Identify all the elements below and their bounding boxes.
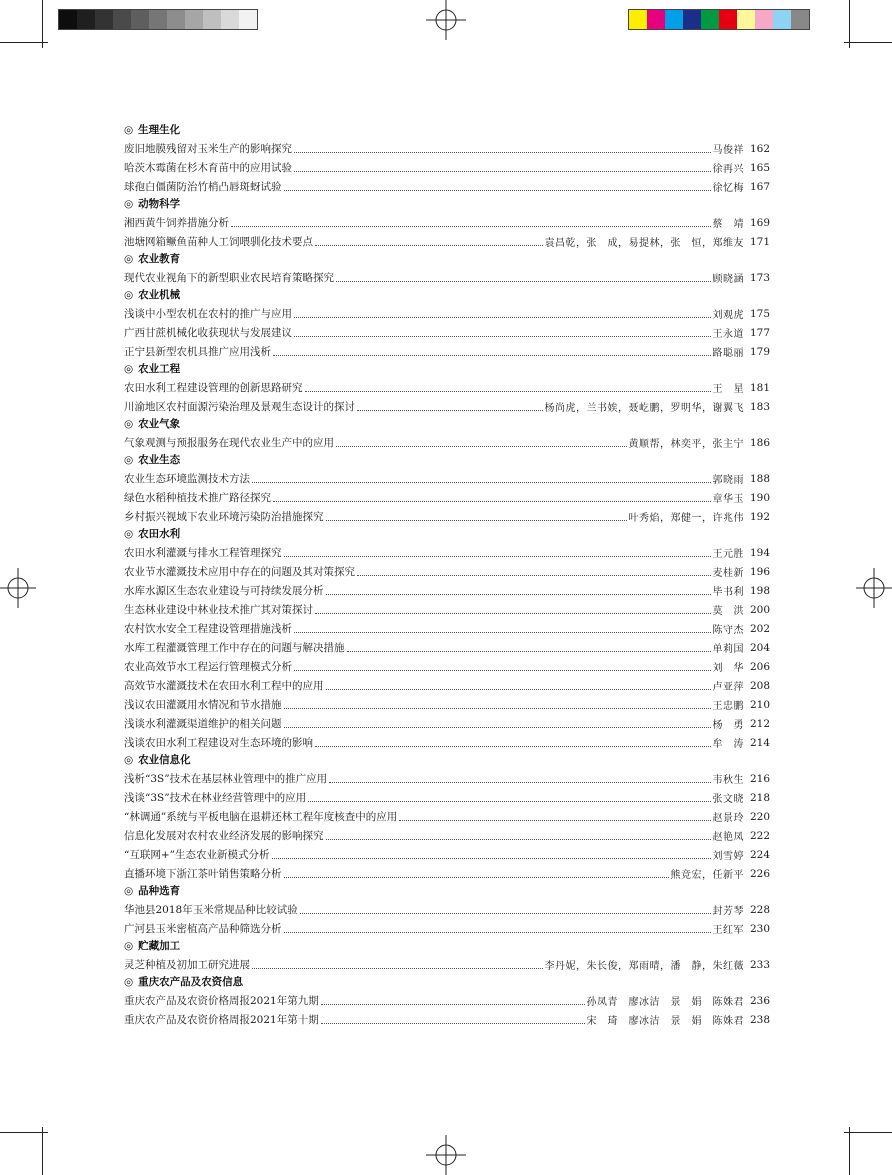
entry-author: 杨尚虎，兰书娭，聂屹鹏，罗明华，谢翼飞 xyxy=(544,403,744,414)
entry-page-number: 210 xyxy=(749,698,770,711)
crop-mark xyxy=(42,0,43,48)
section-title: 农业气象 xyxy=(138,418,181,430)
dot-leader xyxy=(326,838,711,840)
entry-title: 高效节水灌溉技术在农田水利工程中的应用 xyxy=(124,680,324,692)
entry-title: 湘西黄牛饲养措施分析 xyxy=(124,217,229,229)
entry-title: 信息化发展对农村农业经济发展的影响探究 xyxy=(124,830,324,842)
entry-author: 刘观虎 xyxy=(712,310,744,321)
entry-author: 赵艳凤 xyxy=(712,832,744,843)
entry-page-number: 194 xyxy=(749,546,770,559)
entry-author: 蔡 靖 xyxy=(712,219,744,230)
entry-title: 浅谈中小型农机在农村的推广与应用 xyxy=(124,308,292,320)
entry-page-number: 196 xyxy=(749,565,770,578)
entry-title: 池塘网箱鳜鱼苗种人工饲喂驯化技术要点 xyxy=(124,236,313,248)
color-swatch xyxy=(629,10,647,29)
dot-leader xyxy=(357,409,543,411)
entry-title: 水库水源区生态农业建设与可持续发展分析 xyxy=(124,585,324,597)
dot-leader xyxy=(284,931,711,933)
gray-swatch xyxy=(167,10,185,29)
dot-leader xyxy=(294,151,711,153)
toc-entry[interactable] xyxy=(124,769,770,788)
entry-author: 黄顺帮，林奕平，张主宁 xyxy=(628,439,744,450)
crop-mark xyxy=(849,0,850,48)
toc-entry[interactable] xyxy=(124,304,770,323)
entry-author: 路聪丽 xyxy=(712,348,744,359)
entry-author: 马俊祥 xyxy=(712,145,744,156)
crop-mark xyxy=(42,1127,43,1175)
section-bullet-icon: ◎ xyxy=(124,363,134,375)
toc-entry[interactable] xyxy=(124,600,770,619)
section-title: 农业工程 xyxy=(138,363,181,375)
gray-swatch xyxy=(59,10,77,29)
gray-swatch xyxy=(77,10,95,29)
entry-author: 刘雪婷 xyxy=(712,851,744,862)
crop-mark xyxy=(849,1127,850,1175)
section-heading xyxy=(124,361,770,378)
toc-entry[interactable] xyxy=(124,619,770,638)
entry-page-number: 200 xyxy=(749,603,770,616)
entry-page-number: 222 xyxy=(749,829,770,842)
dot-leader xyxy=(326,688,711,690)
section-title: 生理生化 xyxy=(138,124,181,136)
section-title: 重庆农产品及农资信息 xyxy=(138,976,244,988)
entry-author: 王 星 xyxy=(712,384,744,395)
entry-author: 徐忆梅 xyxy=(712,183,744,194)
entry-page-number: 169 xyxy=(749,216,770,229)
entry-page-number: 171 xyxy=(749,235,770,248)
dot-leader xyxy=(284,876,669,878)
toc-entry[interactable] xyxy=(124,232,770,251)
entry-title: 现代农业视角下的新型职业农民培育策略探究 xyxy=(124,272,334,284)
entry-title: 直播环境下浙江茶叶销售策略分析 xyxy=(124,868,282,880)
entry-page-number: 226 xyxy=(749,867,770,880)
dot-leader xyxy=(336,280,711,282)
dot-leader xyxy=(294,631,711,633)
toc-entry[interactable] xyxy=(124,323,770,342)
entry-title: 浅谈“3S”技术在林业经营管理中的应用 xyxy=(124,792,307,804)
toc-entry[interactable] xyxy=(124,788,770,807)
dot-leader xyxy=(321,1003,585,1005)
toc-entry[interactable] xyxy=(124,488,770,507)
entry-title: 浅谈农田水利工程建设对生态环境的影响 xyxy=(124,737,313,749)
color-swatch xyxy=(647,10,665,29)
registration-mark-icon xyxy=(426,1135,466,1175)
registration-mark-icon xyxy=(856,568,892,608)
section-bullet-icon: ◎ xyxy=(124,940,134,952)
entry-author: 牟 涛 xyxy=(712,739,744,750)
toc-entry[interactable] xyxy=(124,397,770,416)
entry-author: 毕书利 xyxy=(712,587,744,598)
entry-author: 熊竞宏，任新平 xyxy=(670,870,744,881)
entry-page-number: 181 xyxy=(749,381,770,394)
section-heading xyxy=(124,526,770,543)
color-swatch xyxy=(701,10,719,29)
gray-swatch xyxy=(221,10,239,29)
toc-entry[interactable] xyxy=(124,807,770,826)
process-color-bar xyxy=(628,9,810,30)
entry-author: 韦秋生 xyxy=(712,775,744,786)
section-bullet-icon: ◎ xyxy=(124,124,134,136)
entry-page-number: 233 xyxy=(749,958,770,971)
dot-leader xyxy=(326,519,627,521)
color-swatch xyxy=(683,10,701,29)
entry-title: 浅谈水利灌溉渠道维护的相关问题 xyxy=(124,718,282,730)
dot-leader xyxy=(284,555,711,557)
section-title: 贮藏加工 xyxy=(138,940,181,952)
entry-title: 重庆农产品及农资价格周报2021年第十期 xyxy=(124,1014,319,1026)
entry-page-number: 175 xyxy=(749,307,770,320)
entry-page-number: 188 xyxy=(749,472,770,485)
section-bullet-icon: ◎ xyxy=(124,253,134,265)
entry-author: 刘 华 xyxy=(712,663,744,674)
entry-title: 浅析“3S”技术在基层林业管理中的推广应用 xyxy=(124,773,328,785)
dot-leader xyxy=(347,650,711,652)
dot-leader xyxy=(252,967,543,969)
entry-title: 浅议农田灌溉用水情况和节水措施 xyxy=(124,699,282,711)
section-title: 品种选育 xyxy=(138,885,181,897)
section-bullet-icon: ◎ xyxy=(124,454,134,466)
section-heading xyxy=(124,752,770,769)
entry-author: 孙凤青 廖冰洁 景 娟 陈姝君 xyxy=(586,997,744,1008)
gray-swatch xyxy=(185,10,203,29)
entry-page-number: 206 xyxy=(749,660,770,673)
toc-entry[interactable] xyxy=(124,433,770,452)
gray-swatch xyxy=(113,10,131,29)
dot-leader xyxy=(300,912,711,914)
entry-title: “林调通”系统与平板电脑在退耕还林工程年度核查中的应用 xyxy=(124,811,398,823)
dot-leader xyxy=(336,445,627,447)
entry-author: 郭晓雨 xyxy=(712,475,744,486)
entry-author: 王红军 xyxy=(712,925,744,936)
entry-page-number: 218 xyxy=(749,791,770,804)
dot-leader xyxy=(273,354,711,356)
entry-author: 卢亚萍 xyxy=(712,682,744,693)
section-title: 动物科学 xyxy=(138,198,181,210)
entry-title: 乡村振兴视域下农业环境污染防治措施探究 xyxy=(124,511,324,523)
entry-title: 广河县玉米密植高产品种筛选分析 xyxy=(124,923,282,935)
dot-leader xyxy=(326,593,711,595)
entry-title: 农村饮水安全工程建设管理措施浅析 xyxy=(124,623,292,635)
toc-entry[interactable] xyxy=(124,268,770,287)
entry-author: 莫 洪 xyxy=(712,606,744,617)
entry-author: 张文晓 xyxy=(712,794,744,805)
entry-page-number: 186 xyxy=(749,436,770,449)
entry-page-number: 220 xyxy=(749,810,770,823)
dot-leader xyxy=(284,707,711,709)
registration-mark-icon xyxy=(0,568,36,608)
toc-entry[interactable] xyxy=(124,900,770,919)
entry-page-number: 238 xyxy=(749,1013,770,1026)
dot-leader xyxy=(305,390,711,392)
section-heading xyxy=(124,883,770,900)
entry-author: 王元胜 xyxy=(712,549,744,560)
gray-swatch xyxy=(131,10,149,29)
entry-author: 徐再兴 xyxy=(712,164,744,175)
toc-entry[interactable] xyxy=(124,955,770,974)
dot-leader xyxy=(272,857,711,859)
toc-entry[interactable] xyxy=(124,378,770,397)
dot-leader xyxy=(315,244,543,246)
entry-page-number: 214 xyxy=(749,736,770,749)
section-heading xyxy=(124,251,770,268)
entry-author: 宋 琦 廖冰洁 景 娟 陈姝君 xyxy=(586,1016,744,1027)
toc-entry[interactable] xyxy=(124,919,770,938)
dot-leader xyxy=(294,335,711,337)
entry-title: 广西甘蔗机械化收获现状与发展建议 xyxy=(124,327,292,339)
toc-entry[interactable] xyxy=(124,1010,770,1029)
crop-mark xyxy=(844,42,892,43)
dot-leader xyxy=(273,500,711,502)
toc-entry[interactable] xyxy=(124,676,770,695)
entry-page-number: 202 xyxy=(749,622,770,635)
entry-title: 球孢白僵菌防治竹梢凸唇斑蚜试验 xyxy=(124,181,282,193)
entry-page-number: 190 xyxy=(749,491,770,504)
toc-entry[interactable] xyxy=(124,991,770,1010)
entry-title: 农田水利灌溉与排水工程管理探究 xyxy=(124,547,282,559)
entry-page-number: 167 xyxy=(749,180,770,193)
entry-author: 顾晓涵 xyxy=(712,274,744,285)
gray-swatch xyxy=(149,10,167,29)
entry-author: 李丹妮，朱长俊，郑雨晴，潘 静，朱红薇 xyxy=(544,961,744,972)
entry-title: 川渝地区农村面源污染治理及景观生态设计的探讨 xyxy=(124,401,355,413)
entry-author: 赵景玲 xyxy=(712,813,744,824)
entry-page-number: 208 xyxy=(749,679,770,692)
section-heading xyxy=(124,196,770,213)
entry-page-number: 177 xyxy=(749,326,770,339)
entry-title: 正宁县新型农机具推广应用浅析 xyxy=(124,346,271,358)
entry-title: 气象观测与预报服务在现代农业生产中的应用 xyxy=(124,437,334,449)
section-bullet-icon: ◎ xyxy=(124,198,134,210)
entry-title: 重庆农产品及农资价格周报2021年第九期 xyxy=(124,995,319,1007)
toc-entry[interactable] xyxy=(124,733,770,752)
toc-entry[interactable] xyxy=(124,695,770,714)
entry-page-number: 212 xyxy=(749,717,770,730)
section-bullet-icon: ◎ xyxy=(124,885,134,897)
toc-entry[interactable] xyxy=(124,507,770,526)
section-bullet-icon: ◎ xyxy=(124,418,134,430)
section-bullet-icon: ◎ xyxy=(124,976,134,988)
toc-entry[interactable] xyxy=(124,213,770,232)
table-of-contents xyxy=(124,122,770,1029)
entry-author: 王忠鹏 xyxy=(712,701,744,712)
entry-author: 陈守杰 xyxy=(712,625,744,636)
section-heading xyxy=(124,287,770,304)
toc-entry[interactable] xyxy=(124,158,770,177)
crop-mark xyxy=(0,1132,48,1133)
entry-title: 生态林业建设中林业技术推广其对策探讨 xyxy=(124,604,313,616)
entry-page-number: 165 xyxy=(749,161,770,174)
entry-page-number: 236 xyxy=(749,994,770,1007)
color-swatch xyxy=(719,10,737,29)
toc-entry[interactable] xyxy=(124,714,770,733)
toc-entry[interactable] xyxy=(124,543,770,562)
toc-entry[interactable] xyxy=(124,177,770,196)
color-swatch xyxy=(773,10,791,29)
toc-entry[interactable] xyxy=(124,638,770,657)
section-heading xyxy=(124,974,770,991)
dot-leader xyxy=(399,819,710,821)
entry-page-number: 198 xyxy=(749,584,770,597)
dot-leader xyxy=(284,726,711,728)
crop-mark xyxy=(0,42,48,43)
gray-color-bar xyxy=(58,9,258,30)
dot-leader xyxy=(252,481,711,483)
dot-leader xyxy=(284,189,711,191)
toc-entry[interactable] xyxy=(124,342,770,361)
entry-author: 麦桂新 xyxy=(712,568,744,579)
dot-leader xyxy=(308,800,710,802)
entry-title: 农田水利工程建设管理的创新思路研究 xyxy=(124,382,303,394)
dot-leader xyxy=(321,1022,585,1024)
section-heading xyxy=(124,938,770,955)
section-bullet-icon: ◎ xyxy=(124,528,134,540)
dot-leader xyxy=(294,316,711,318)
toc-entry[interactable] xyxy=(124,581,770,600)
color-swatch xyxy=(737,10,755,29)
entry-title: 农业高效节水工程运行管理模式分析 xyxy=(124,661,292,673)
registration-mark-icon xyxy=(426,0,466,40)
entry-author: 封芳琴 xyxy=(712,906,744,917)
entry-page-number: 230 xyxy=(749,922,770,935)
entry-title: 农业生态环境监测技术方法 xyxy=(124,473,250,485)
toc-entry[interactable] xyxy=(124,657,770,676)
dot-leader xyxy=(315,612,711,614)
section-heading xyxy=(124,452,770,469)
gray-swatch xyxy=(203,10,221,29)
entry-page-number: 179 xyxy=(749,345,770,358)
gray-swatch xyxy=(239,10,257,29)
entry-author: 袁昌乾，张 成，易提林，张 恒，郑维友 xyxy=(544,238,744,249)
entry-title: 废旧地膜残留对玉米生产的影响探究 xyxy=(124,143,292,155)
entry-author: 王永道 xyxy=(712,329,744,340)
dot-leader xyxy=(315,745,711,747)
entry-title: 绿色水稻种植技术推广路径探究 xyxy=(124,492,271,504)
entry-page-number: 216 xyxy=(749,772,770,785)
section-title: 农田水利 xyxy=(138,528,181,540)
entry-author: 单莉国 xyxy=(712,644,744,655)
entry-title: 哈茨木霉菌在杉木育苗中的应用试验 xyxy=(124,162,292,174)
entry-page-number: 173 xyxy=(749,271,770,284)
toc-entry[interactable] xyxy=(124,845,770,864)
toc-entry[interactable] xyxy=(124,864,770,883)
section-heading xyxy=(124,122,770,139)
entry-author: 叶秀焰，郑健一，许兆伟 xyxy=(628,513,744,524)
color-swatch xyxy=(665,10,683,29)
toc-entry[interactable] xyxy=(124,562,770,581)
color-swatch xyxy=(755,10,773,29)
dot-leader xyxy=(357,574,711,576)
section-bullet-icon: ◎ xyxy=(124,754,134,766)
section-title: 农业信息化 xyxy=(138,754,191,766)
toc-entry[interactable] xyxy=(124,469,770,488)
entry-title: 水库工程灌溉管理工作中存在的问题与解决措施 xyxy=(124,642,345,654)
dot-leader xyxy=(329,781,710,783)
entry-page-number: 204 xyxy=(749,641,770,654)
entry-page-number: 228 xyxy=(749,903,770,916)
section-title: 农业教育 xyxy=(138,253,181,265)
entry-page-number: 192 xyxy=(749,510,770,523)
color-swatch xyxy=(791,10,809,29)
toc-entry[interactable] xyxy=(124,826,770,845)
section-title: 农业生态 xyxy=(138,454,181,466)
entry-author: 杨 勇 xyxy=(712,720,744,731)
entry-page-number: 162 xyxy=(749,142,770,155)
crop-mark xyxy=(844,1132,892,1133)
entry-title: “互联网+”生态农业新模式分析 xyxy=(124,849,270,861)
section-title: 农业机械 xyxy=(138,289,181,301)
entry-title: 农业节水灌溉技术应用中存在的问题及其对策探究 xyxy=(124,566,355,578)
entry-title: 华池县2018年玉米常规品种比较试验 xyxy=(124,904,298,916)
entry-page-number: 224 xyxy=(749,848,770,861)
entry-title: 灵芝种植及初加工研究进展 xyxy=(124,959,250,971)
toc-entry[interactable] xyxy=(124,139,770,158)
section-heading xyxy=(124,416,770,433)
entry-page-number: 183 xyxy=(749,400,770,413)
dot-leader xyxy=(231,225,711,227)
dot-leader xyxy=(294,669,711,671)
dot-leader xyxy=(294,170,711,172)
entry-author: 章华玉 xyxy=(712,494,744,505)
gray-swatch xyxy=(95,10,113,29)
section-bullet-icon: ◎ xyxy=(124,289,134,301)
